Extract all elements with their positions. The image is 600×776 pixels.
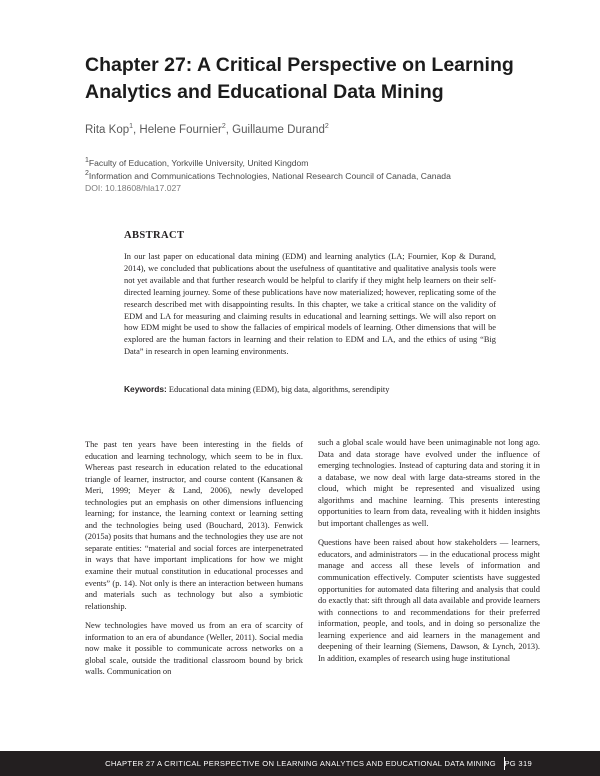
body-column-left [85, 439, 303, 686]
keywords-line [124, 384, 496, 396]
body-paragraph: The past ten years have been interesting in the fields of education and learning technology, which seem to be in flux. Whereas past research in education related to the educational triangle of learner, instructor, and course content (Kansanen & Meri, 1999; Meyer & Land, 2006), newly developed technologies put an emphasis on other dimensions influencing learning; for instance, the learning context or learning setting and the technologies being used (Bouchard, 2013). Fenwick (2015a) posits that humans and the technologies they use are not separate entities: “material and social forces are interpenetrated in ways that have important implications for how we might examine their mutual constitution in educational processes and events” (p. 14). Not only is there an interaction between humans and materials such as technology but also a symbiotic relationship. [85, 440, 303, 611]
chapter-title: Chapter 27: A Critical Perspective on Learning Analytics and Educational Data Mining [85, 54, 514, 103]
body-paragraph: such a global scale would have been unimaginable not long ago. Data and data storage have evolved under the influence of emerging technologies. Instead of capturing data and storing it in a database, we now deal with large data-streams stored in the cloud, which might be represented and visualized using algorithms and machine learning. This presents interesting opportunities to learn from data, revealing with it hidden insights but important challenges as well. [318, 438, 540, 528]
affiliation-line [85, 157, 565, 170]
author-affil-marker: 2 [221, 123, 226, 131]
affiliation-number: 1 [85, 157, 89, 165]
keywords-label: Keywords: [124, 384, 167, 394]
author-list: Rita Kop$^1$, Helene Fournier$^2$, Guillaume Durand$^2$ [85, 123, 329, 136]
page-footer [0, 751, 600, 776]
body-paragraph: New technologies have moved us from an era of scarcity of information to an era of abundance (Weller, 2011). Social media now make it possible to communicate across networks on a global scale, outside the traditional classroom bound by brick walls. Communication on [85, 621, 303, 677]
keywords-text: Educational data mining (EDM), big data, algorithms, serendipity [168, 385, 390, 394]
affiliation-text: Information and Communications Technologies, National Research Council of Canada, Canada [88, 170, 451, 181]
author-name: Rita Kop [85, 124, 130, 136]
page-number: PG 319 [504, 759, 532, 768]
affiliation-text: Faculty of Education, Yorkville University, United Kingdom [88, 158, 309, 168]
abstract-heading: ABSTRACT [124, 230, 185, 241]
author-affil-marker: 1 [129, 123, 134, 131]
doi-link[interactable]: DOI: 10.18608/hla17.027 [85, 183, 182, 193]
author-affil-marker: 2 [324, 123, 329, 131]
abstract-text: In our last paper on educational data mining (EDM) and learning analytics (LA; Fournier, Kop & Durand, 2014), we concluded that publications about the usefulness of quantitative and qualitative analysis tools were not yet available and that further research would be helpful to clarify if they might help learners on their self-directed learning journey. Some of these publications have now materialized; however, replicating some of the research described met with disappointing results. In this chapter, we take a critical stance on the validity of EDM and LA for measuring and claiming results in educational and learning settings. We will also report on how EDM might be used to show the fallacies of empirical models of learning. Other dimensions that will be explored are the human factors in learning and their relation to EDM and LA, and the ethics of using “Big Data” in research in open learning environments. [124, 252, 496, 357]
running-title: CHAPTER 27 A CRITICAL PERSPECTIVE ON LEARNING ANALYTICS AND EDUCATIONAL DATA MINING [105, 759, 496, 768]
affiliations [85, 157, 565, 195]
affiliation-number: 2 [85, 169, 89, 177]
affiliation-line [85, 170, 565, 183]
author-name: Guillaume Durand [232, 124, 325, 136]
body-column-right [318, 437, 540, 672]
author-name: Helene Fournier [139, 124, 222, 136]
body-paragraph: Questions have been raised about how stakeholders — learners, educators, and administrators — in the educational process might manage and access all these levels of information and communication effectively. Computer scientists have suggested opportunities for automated data filtering and analysis that could do exactly that: sift through all data available and provide learners with connections to and recommendations for their preferred information, people, and tools, and in doing so personalize the learning experience and aid learners in the management and deepening of their learning (Siemens, Dawson, & Lynch, 2013). In addition, examples of research using huge institutional [318, 538, 540, 663]
